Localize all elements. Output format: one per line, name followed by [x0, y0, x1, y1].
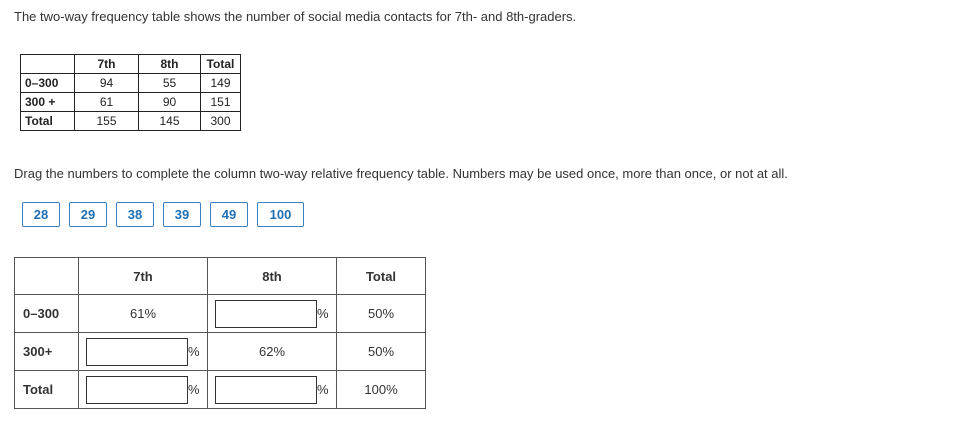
- frequency-row-label: Total: [21, 112, 75, 131]
- frequency-row-label: 300 +: [21, 93, 75, 112]
- relative-frequency-table: [14, 257, 426, 409]
- intro-text: The two-way frequency table shows the number of social media contacts for 7th- and 8th-graders.: [14, 9, 577, 24]
- drop-target-8th-total[interactable]: [215, 376, 317, 404]
- relative-table-header-row: [15, 258, 426, 295]
- frequency-header-8th: 8th: [139, 55, 201, 74]
- number-tile-28[interactable]: 28: [22, 202, 60, 227]
- relative-row-label: 300+: [15, 333, 79, 371]
- frequency-header-corner: [21, 55, 75, 74]
- number-tile-38[interactable]: 38: [116, 202, 154, 227]
- number-tile-49[interactable]: 49: [210, 202, 248, 227]
- number-tile-100[interactable]: 100: [257, 202, 304, 227]
- relative-cell-7th-0-300: 61%: [79, 295, 208, 333]
- percent-sign: %: [188, 344, 200, 359]
- number-tile-39[interactable]: 39: [163, 202, 201, 227]
- relative-cell-7th-total: [79, 371, 208, 409]
- percent-sign: %: [317, 382, 329, 397]
- percent-sign: %: [188, 382, 200, 397]
- frequency-cell: 149: [201, 74, 241, 93]
- frequency-cell: 94: [75, 74, 139, 93]
- frequency-cell: 55: [139, 74, 201, 93]
- drop-zone-wrapper: [79, 338, 207, 366]
- relative-cell-8th-total: [208, 371, 337, 409]
- relative-header-8th: 8th: [208, 258, 337, 295]
- relative-cell-8th-300-plus: 62%: [208, 333, 337, 371]
- frequency-cell: 151: [201, 93, 241, 112]
- frequency-header-7th: 7th: [75, 55, 139, 74]
- frequency-cell: 155: [75, 112, 139, 131]
- relative-row-label: Total: [15, 371, 79, 409]
- relative-row-300-plus: [15, 333, 426, 371]
- relative-header-total: Total: [337, 258, 426, 295]
- frequency-cell: 90: [139, 93, 201, 112]
- relative-cell-total-0-300: 50%: [337, 295, 426, 333]
- relative-cell-8th-0-300: [208, 295, 337, 333]
- relative-cell-7th-300-plus: [79, 333, 208, 371]
- frequency-cell: 61: [75, 93, 139, 112]
- percent-sign: %: [317, 306, 329, 321]
- frequency-row: [21, 93, 241, 112]
- drop-target-7th-total[interactable]: [86, 376, 188, 404]
- drop-zone-wrapper: [208, 376, 336, 404]
- relative-header-corner: [15, 258, 79, 295]
- frequency-row: [21, 112, 241, 131]
- frequency-cell: 300: [201, 112, 241, 131]
- frequency-cell: 145: [139, 112, 201, 131]
- drop-zone-wrapper: [79, 376, 207, 404]
- drop-target-8th-0-300[interactable]: [215, 300, 317, 328]
- drop-target-7th-300-plus[interactable]: [86, 338, 188, 366]
- relative-row-total: [15, 371, 426, 409]
- frequency-row: [21, 74, 241, 93]
- frequency-header-total: Total: [201, 55, 241, 74]
- relative-row-0-300: [15, 295, 426, 333]
- frequency-table: [20, 54, 241, 131]
- instructions-text: Drag the numbers to complete the column two-way relative frequency table. Numbers may be used once, more than once, or not at all.: [14, 166, 788, 181]
- relative-cell-total-total: 100%: [337, 371, 426, 409]
- frequency-table-header-row: [21, 55, 241, 74]
- frequency-row-label: 0–300: [21, 74, 75, 93]
- relative-header-7th: 7th: [79, 258, 208, 295]
- relative-row-label: 0–300: [15, 295, 79, 333]
- number-tile-29[interactable]: 29: [69, 202, 107, 227]
- number-tile-bank: [22, 202, 313, 227]
- drop-zone-wrapper: [208, 300, 336, 328]
- relative-cell-total-300-plus: 50%: [337, 333, 426, 371]
